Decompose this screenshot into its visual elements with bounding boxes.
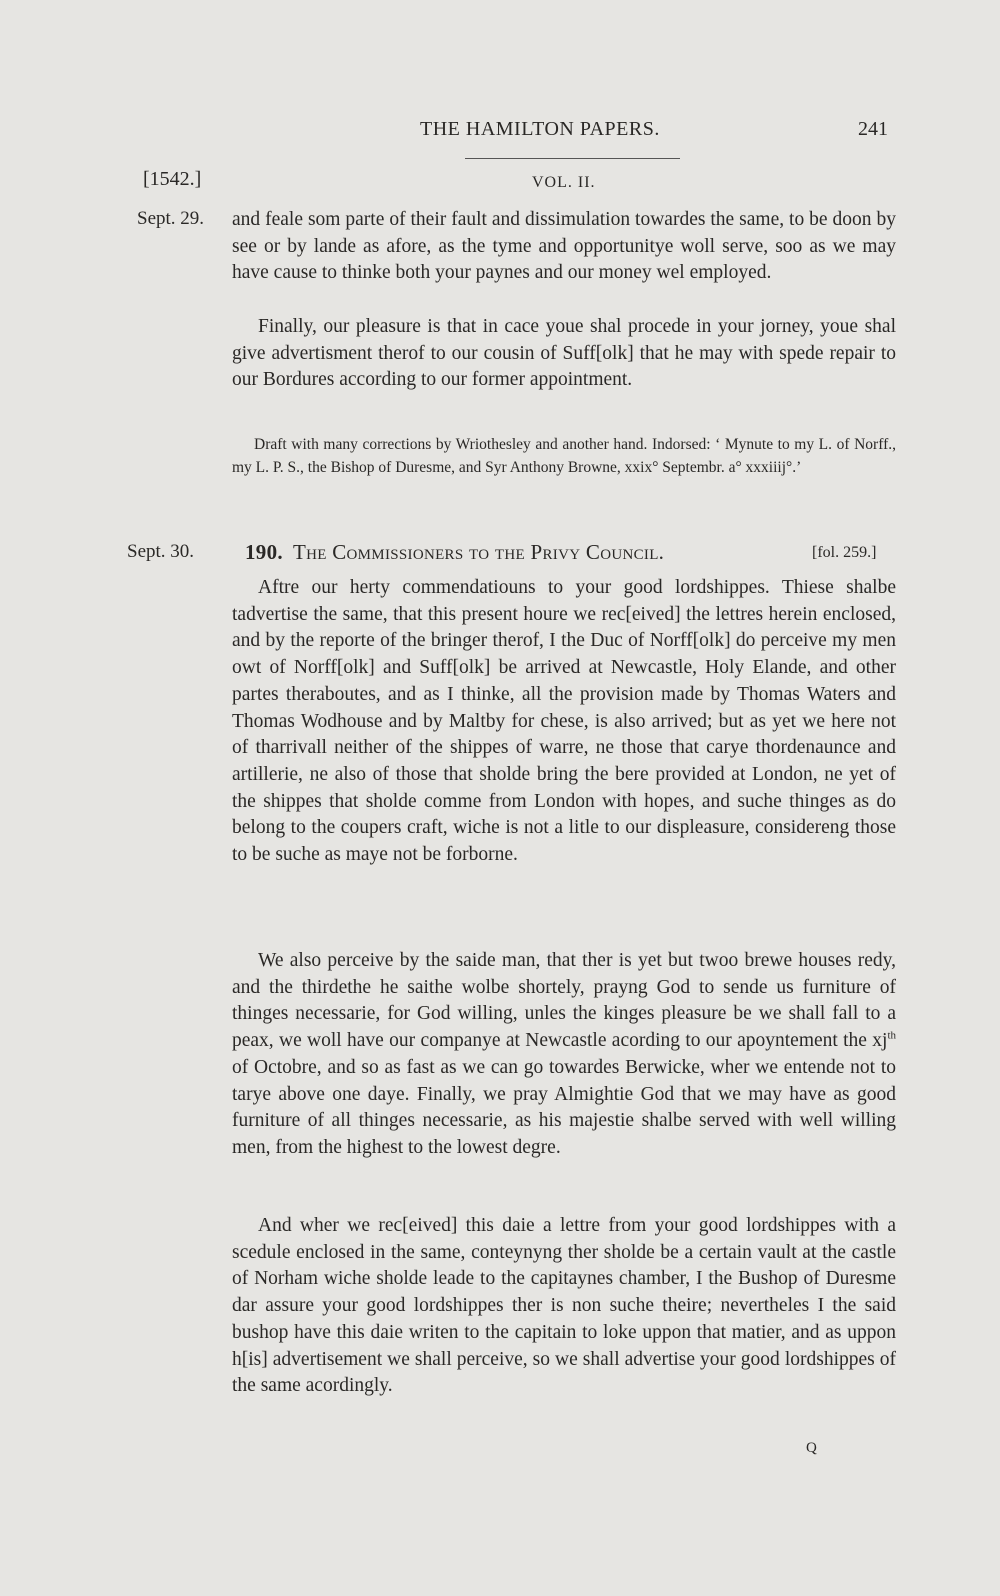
letter2-paragraph: Aftre our herty commendatiouns to your good lordshippes. Thiese shalbe tadvertise the same, that this present houre we rec[eived] the lettres herein enclosed, and by the reporte of the bringer therof, I the Duc of Norff[olk] do perceive my men owt of Norff[olk] and Suff[olk] be arrived at Newcastle, Holy Elande, and other partes theraboutes, and as I thinke, all the provision made by Thomas Waters and Thomas Wodhouse and by Maltby for chese, is also arrived; but as yet we here not of tharrivall neither of the shippes of warre, ne those that carye thordenaunce and artillerie, ne also of those that sholde bring the bere provided at London, ne yet of the shippes that sholde comme from London with hopes, and suche thinges as do belong to the coupers craft, wiche is not a litle to our displeasure, considereng those to be suche as maye not be forborne. — [232, 577, 896, 866]
header-rule — [465, 158, 680, 159]
document-heading — [245, 540, 664, 565]
page-number: 241 — [858, 118, 888, 140]
letter1-paragraph: and feale som parte of their fault and dissimulation towardes the same, to be doon by see or by lande as afore, as the tyme and opportunitye woll serve, soo as we may have cause to thinke both your paynes and our money wel employed. — [232, 209, 896, 284]
volume-label: VOL. II. — [532, 174, 596, 191]
folio-reference: [fol. 259.] — [812, 544, 877, 561]
document-title: The Commissioners to the Privy Council. — [292, 540, 665, 564]
running-title: THE HAMILTON PAPERS. — [420, 118, 660, 140]
letter2-paragraph: We also perceive by the saide man, that ther is yet but twoo brewe houses redy, and the thirdethe he saithe wolbe shortely, prayng God to sende us furniture of thinges necessarie, for God willing, unles the kinges pleasure be we shall fall to a peax, we woll have our companye at Newcastle acording to our apoyntement the $xj^{th}$ of Octobre, and so as fast as we can go towardes Berwicke, wher we entende not to tarye above one daye. Finally, we pray Almightie God that we may have as good furniture of all thinges necessarie, as his majestie shalbe served with well willing men, from the highest to the lowest degre. — [232, 950, 896, 1158]
letter2-paragraph: And wher we rec[eived] this daie a lettre from your good lordshippes with a scedule enclosed in the same, conteynyng ther sholde be a certain vault at the castle of Norham wiche sholde leade to the capitaynes chamber, I the Bushop of Duresme dar assure your good lordshippes ther is non suche theire; nevertheles I the said bushop have this daie writen to the capitain to loke uppon that matier, and as uppon h[is] advertisement we shall perceive, so we shall advertise your good lordshippes of the same acordingly. — [232, 1215, 896, 1397]
margin-date-sept-30: Sept. 30. — [127, 541, 195, 562]
margin-date-sept-29: Sept. 29. — [137, 208, 205, 229]
letter1-paragraph: Finally, our pleasure is that in cace youe shal procede in your jorney, youe shal give advertisment therof to our cousin of Suff[olk] that he may with spede repair to our Bordures according to our former appointment. — [232, 316, 896, 391]
year-marker: [1542.] — [143, 168, 202, 190]
signature-mark: Q — [806, 1440, 817, 1456]
document-number: 190. — [245, 540, 283, 564]
editorial-note: Draft with many corrections by Wriothesley and another hand. Indorsed: ‘ Mynute to my L. of Norff., my L. P. S., the Bishop of Duresme, and Syr Anthony Browne, xxix° Septembr. a° xxxiiij°.’ — [232, 436, 896, 476]
